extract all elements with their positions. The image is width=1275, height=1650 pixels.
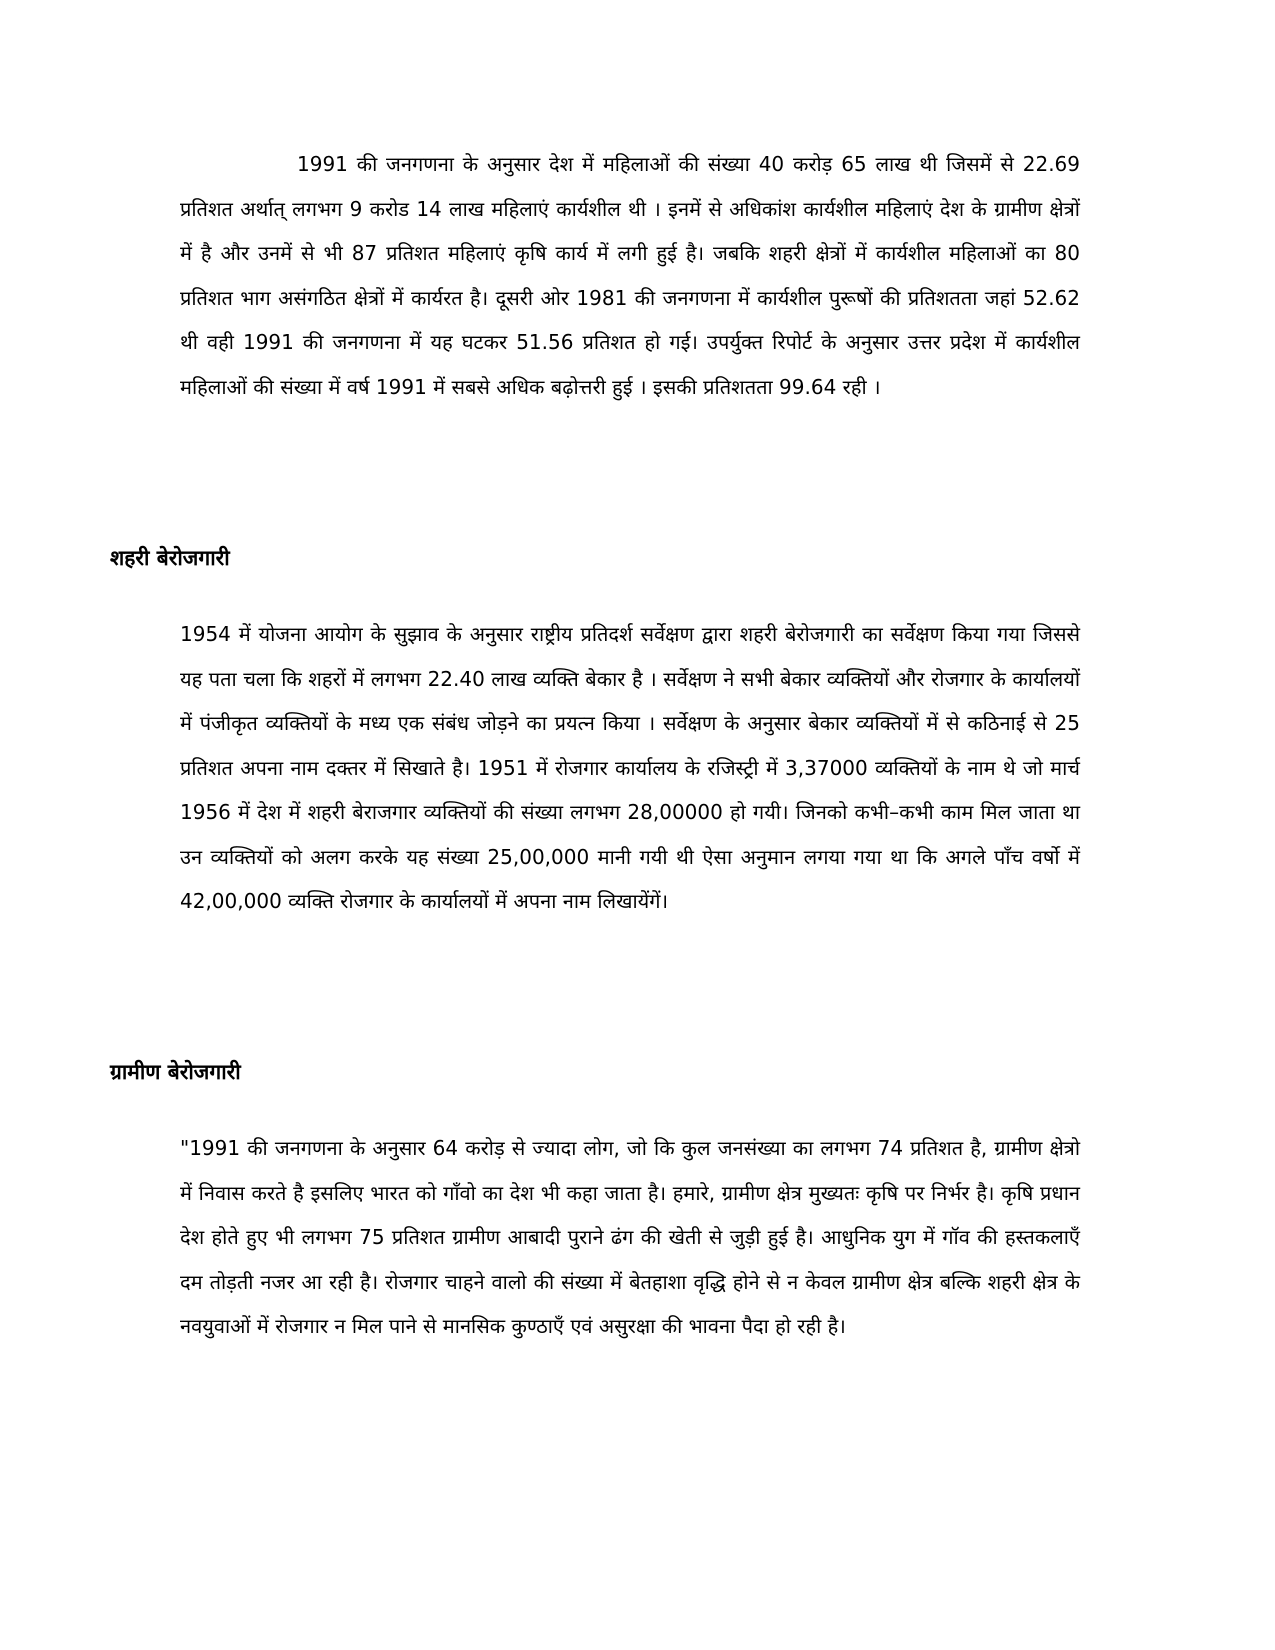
- paragraph-urban-unemployment: 1954 में योजना आयोग के सुझाव के अनुसार राष्ट्रीय प्रतिदर्श सर्वेक्षण द्वारा शहरी बेरोजगारी का सर्वेक्षण किया गया जिससे यह पता चला कि शहरों में लगभग 22.40 लाख व्यक्ति बेकार है । सर्वेक्षण ने सभी बेकार व्यक्तियों और रोजगार के कार्यालयों में पंजीकृत व्यक्तियों के मध्य एक संबंध जोड़ने का प्रयत्न किया । सर्वेक्षण के अनुसार बेकार व्यक्तियों में से कठिनाई से 25 प्रतिशत अपना नाम दक्तर में सिखाते है। 1951 में रोजगार कार्यालय के रजिस्ट्री में 3,37000 व्यक्तियों के नाम थे जो मार्च 1956 में देश में शहरी बेराजगार व्यक्तियों की संख्या लगभग 28,00000 हो गयी। जिनको कभी–कभी काम मिल जाता था उन व्यक्तियों को अलग करके यह संख्या 25,00,000 मानी गयी थी ऐसा अनुमान लगया गया था कि अगले पाँच वर्षो में 42,00,000 व्यक्ति रोजगार के कार्यालयों में अपना नाम लिखायेंगें।: [180, 622, 1080, 913]
- paragraph-women-workforce: 1991 की जनगणना के अनुसार देश में महिलाओं की संख्या 40 करोड़ 65 लाख थी जिसमें से 22.69 प्रतिशत अर्थात् लगभग 9 करोड 14 लाख महिलाएं कार्यशील थी । इनमें से अधिकांश कार्यशील महिलाएं देश के ग्रामीण क्षेत्रों में है और उनमें से भी 87 प्रतिशत महिलाएं कृषि कार्य में लगी हुई है। जबकि शहरी क्षेत्रों में कार्यशील महिलाओं का 80 प्रतिशत भाग असंगठित क्षेत्रों में कार्यरत है। दूसरी ओर 1981 की जनगणना में कार्यशील पुरूषों की प्रतिशतता जहां 52.62 थी वही 1991 की जनगणना में यह घटकर 51.56 प्रतिशत हो गई। उपर्युक्त रिपोर्ट के अनुसार उत्तर प्रदेश में कार्यशील महिलाओं की संख्या में वर्ष 1991 में सबसे अधिक बढ़ोत्तरी हुई । इसकी प्रतिशतता 99.64 रही ।: [180, 152, 1080, 399]
- paragraph-rural-unemployment: "1991 की जनगणना के अनुसार 64 करोड़ से ज्यादा लोग, जो कि कुल जनसंख्या का लगभग 74 प्रतिशत है, ग्रामीण क्षेत्रो में निवास करते है इसलिए भारत को गाँवो का देश भी कहा जाता है। हमारे, ग्रामीण क्षेत्र मुख्यतः कृषि पर निर्भर है। कृषि प्रधान देश होते हुए भी लगभग 75 प्रतिशत ग्रामीण आबादी पुराने ढंग की खेती से जुड़ी हुई है। आधुनिक युग में गॉव की हस्तकलाएँ दम तोड़ती नजर आ रही है। रोजगार चाहने वालो की संख्या में बेतहाशा वृद्धि होने से न केवल ग्रामीण क्षेत्र बल्कि शहरी क्षेत्र के नवयुवाओं में रोजगार न मिल पाने से मानसिक कुण्ठाएँ एवं असुरक्षा की भावना पैदा हो रही है।: [180, 1136, 1081, 1338]
- heading-urban-unemployment: शहरी बेरोजगारी: [110, 546, 230, 570]
- heading-rural-unemployment: ग्रामीण बेरोजगारी: [110, 1060, 241, 1084]
